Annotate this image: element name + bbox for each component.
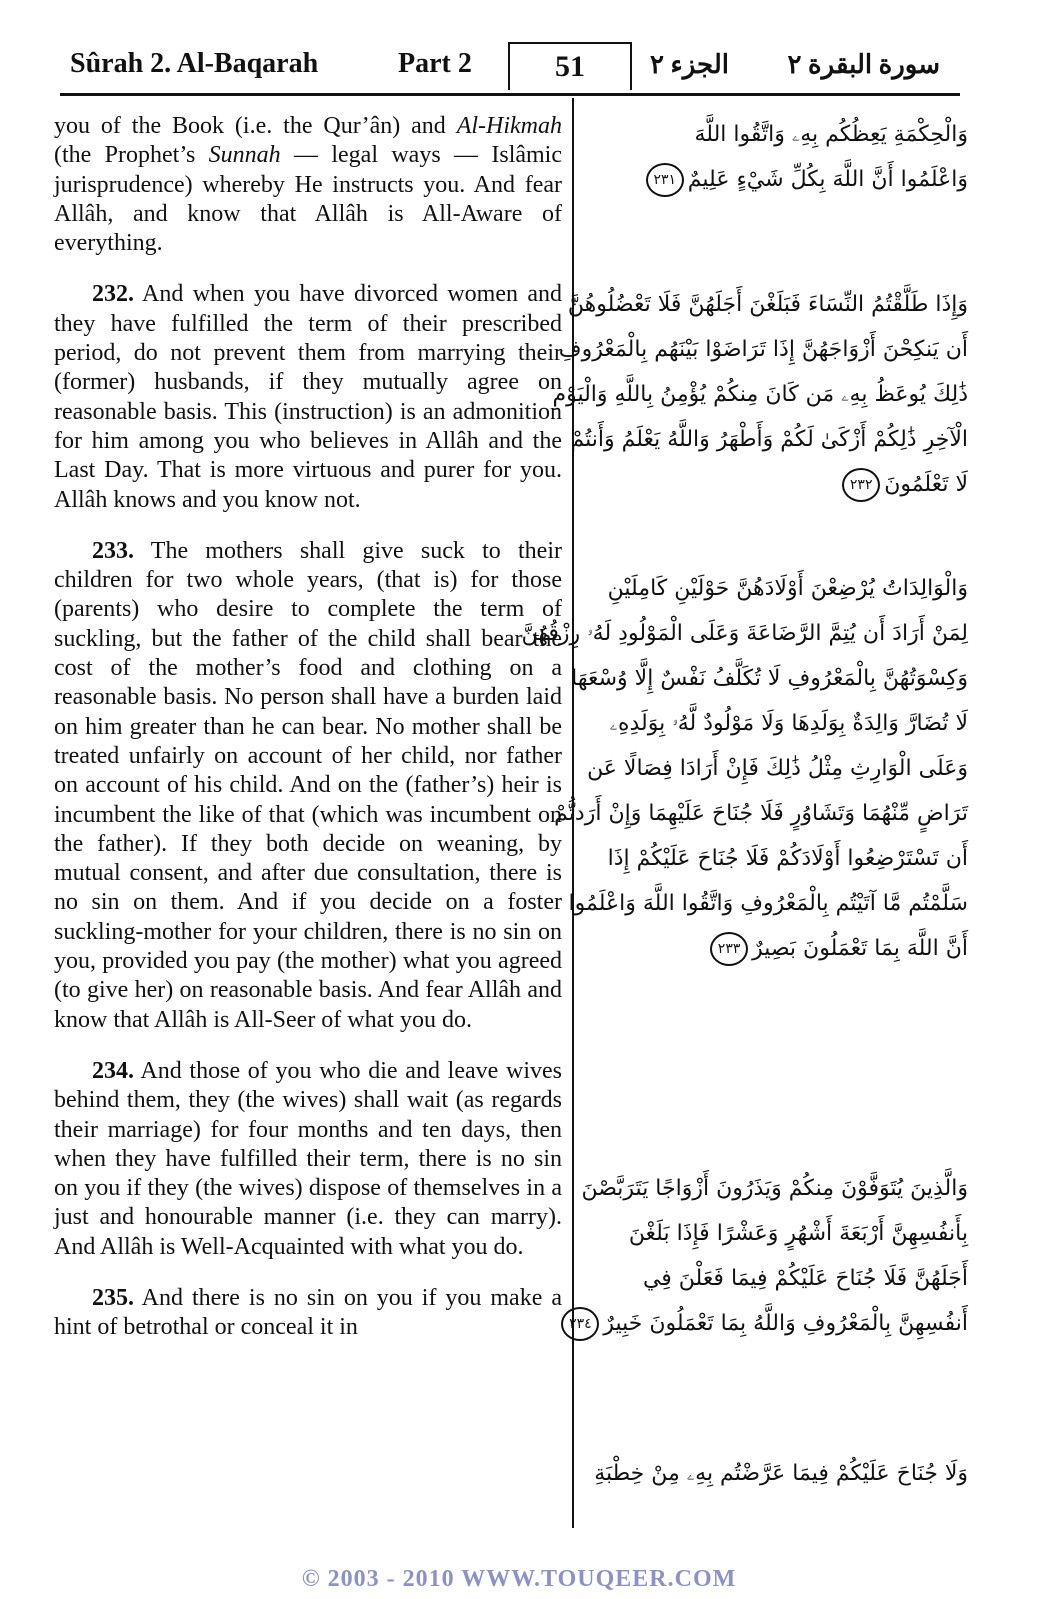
ayah-end-marker: ٢٣٤ xyxy=(561,1307,599,1341)
arabic-verse-234 xyxy=(569,1166,968,1451)
arabic-verse-232 xyxy=(552,262,968,566)
arabic-line: أَجَلَهُنَّ فَلَا جُنَاحَ عَلَيْكُمْ فِيمَا فَعَلْنَ فِي xyxy=(642,1266,968,1291)
paragraph-verse-235 xyxy=(54,1284,562,1343)
surah-title-arabic: سورة البقرة ٢ xyxy=(787,50,940,79)
arabic-line: الْآخِرِ ذَٰلِكُمْ أَزْكَىٰ لَكُمْ وَأَطْهَرُ وَاللَّهُ يَعْلَمُ وَأَنتُمْ xyxy=(570,427,968,452)
arabic-verse-233 xyxy=(521,566,968,1166)
verse-text: And when you have divorced women and they have fulfilled the term of their prescribed period, do not prevent them from marrying their (former) husbands, if they mutually agree on reasonable basis. This (instruction) is an admonition for him among you who believes in Allâh and the Last Day. That is more virtuous and purer for you. Allâh knows and you know not. xyxy=(54,281,562,513)
arabic-verse-231 xyxy=(588,112,968,262)
arabic-line: لَا تُضَارَّ وَالِدَةٌ بِوَلَدِهَا وَلَا مَوْلُودٌ لَّهُۥ بِوَلَدِهِۦ xyxy=(609,711,968,736)
arabic-line: وَالْحِكْمَةِ يَعِظُكُم بِهِۦ وَاتَّقُوا اللَّهَ xyxy=(694,122,968,147)
text-run-italic: Al-Hikmah xyxy=(456,113,562,139)
verse-number: 232. xyxy=(92,281,134,308)
part-label: Part 2 xyxy=(398,48,472,79)
arabic-text-column xyxy=(521,112,968,1496)
arabic-line xyxy=(569,1301,968,1346)
text-run: (the Prophet’s xyxy=(54,142,209,169)
arabic-line: سَلَّمْتُم مَّا آتَيْتُم بِالْمَعْرُوفِ وَاتَّقُوا اللَّهَ وَاعْلَمُوا xyxy=(568,891,968,916)
arabic-line: ذَٰلِكَ يُوعَظُ بِهِۦ مَن كَانَ مِنكُمْ يُؤْمِنُ بِاللَّهِ وَالْيَوْمِ xyxy=(552,382,968,407)
arabic-line: تَرَاضٍ مِّنْهُمَا وَتَشَاوُرٍ فَلَا جُنَاحَ عَلَيْهِمَا وَإِنْ أَرَدتُّمْ xyxy=(554,801,968,826)
page-header xyxy=(60,42,960,94)
paragraph-gap xyxy=(54,1035,562,1057)
verse-text: The mothers shall give suck to their children for two whole years, (that is) for those (parents) who desire to complete the term of suckling, but the father of the child shall bear the cost of the mother’s food and clothing on a reasonable basis. No person shall have a burden laid on him greater than he can bear. No mother shall be treated unfairly on account of her child, nor father on account of his child. And on the (father’s) heir is incumbent the like of that (which was incumbent on the father). If they both decide on weaning, by mutual consent, and after due consultation, there is no sin on them. And if you decide on a foster suckling-mother for your children, there is no sin on you, provided you pay (the mother) what you agreed (to give her) on reasonable basis. And fear Allâh and know that Allâh is All-Seer of what you do. xyxy=(54,537,562,1033)
paragraph-verse-232 xyxy=(54,280,562,514)
text-run: — legal ways — Islâmic jurisprudence) whereby He instructs you. And fear Allâh, and know that Allâh is All-Aware of everything. xyxy=(54,142,562,257)
text-run-italic: Sunnah xyxy=(208,142,281,169)
copyright-footer: © 2003 - 2010 WWW.TOUQEER.COM xyxy=(301,1566,737,1592)
verse-number: 235. xyxy=(92,1284,134,1311)
arabic-line xyxy=(588,157,968,202)
ayah-end-marker: ٢٣٣ xyxy=(710,932,748,966)
english-translation-column xyxy=(54,112,562,1343)
arabic-line: وَكِسْوَتُهُنَّ بِالْمَعْرُوفِ لَا تُكَلَّفُ نَفْسٌ إِلَّا وُسْعَهَا xyxy=(571,666,968,691)
verse-number: 234. xyxy=(92,1057,134,1084)
arabic-line: وَلَا جُنَاحَ عَلَيْكُمْ فِيمَا عَرَّضْتُم بِهِۦ مِنْ خِطْبَةِ xyxy=(594,1461,968,1486)
paragraph-gap xyxy=(54,258,562,280)
text-run: you of the Book (i.e. the Qur’ân) and xyxy=(54,113,457,139)
paragraph-gap xyxy=(54,515,562,537)
arabic-line: بِأَنفُسِهِنَّ أَرْبَعَةَ أَشْهُرٍ وَعَشْرًا فَإِذَا بَلَغْنَ xyxy=(628,1221,968,1246)
arabic-line: وَالَّذِينَ يُتَوَفَّوْنَ مِنكُمْ وَيَذَرُونَ أَزْوَاجًا يَتَرَبَّصْنَ xyxy=(581,1176,968,1201)
arabic-line: أَن يَنكِحْنَ أَزْوَاجَهُنَّ إِذَا تَرَاضَوْا بَيْنَهُم بِالْمَعْرُوفِ xyxy=(558,337,968,362)
arabic-line-text: أَنَّ اللَّهَ بِمَا تَعْمَلُونَ بَصِيرٌ xyxy=(752,936,968,961)
header-rule xyxy=(60,93,960,96)
arabic-line-text: أَنفُسِهِنَّ بِالْمَعْرُوفِ وَاللَّهُ بِمَا تَعْمَلُونَ خَبِيرٌ xyxy=(603,1311,968,1336)
page-number: 51 xyxy=(508,42,632,90)
verse-number: 233. xyxy=(92,537,134,564)
arabic-line-text: لَا تَعْلَمُونَ xyxy=(884,472,968,497)
ayah-end-marker: ٢٣٢ xyxy=(842,468,880,502)
arabic-line-text: وَاعْلَمُوا أَنَّ اللَّهَ بِكُلِّ شَيْءٍ عَلِيمٌ xyxy=(687,167,968,192)
paragraph-gap xyxy=(54,1262,562,1284)
paragraph-continuation xyxy=(54,112,562,258)
arabic-line xyxy=(588,926,968,971)
verse-text: And there is no sin on you if you make a hint of betrothal or conceal it in xyxy=(54,1284,562,1341)
paragraph-verse-233 xyxy=(54,537,562,1035)
juz-label-arabic: الجزء ٢ xyxy=(650,50,729,79)
arabic-line: وَالْوَالِدَاتُ يُرْضِعْنَ أَوْلَادَهُنَّ حَوْلَيْنِ كَامِلَيْنِ xyxy=(607,576,968,601)
arabic-line: أَن تَسْتَرْضِعُوا أَوْلَادَكُمْ فَلَا جُنَاحَ عَلَيْكُمْ إِذَا xyxy=(607,846,968,871)
verse-text: And those of you who die and leave wives behind them, they (the wives) shall wait (as regards their marriage) for four months and ten days, then when they have fulfilled their term, there is no sin on you if they (the wives) dispose of themselves in a just and honourable manner (i.e. they can marry). And Allâh is Well-Acquainted with what you do. xyxy=(54,1057,562,1260)
arabic-line xyxy=(588,462,968,507)
ayah-end-marker: ٢٣١ xyxy=(646,163,684,197)
arabic-verse-235 xyxy=(588,1451,968,1496)
paragraph-verse-234 xyxy=(54,1057,562,1262)
arabic-line: لِمَنْ أَرَادَ أَن يُتِمَّ الرَّضَاعَةَ وَعَلَى الْمَوْلُودِ لَهُۥ رِزْقُهُنَّ xyxy=(521,621,968,646)
arabic-line: وَعَلَى الْوَارِثِ مِثْلُ ذَٰلِكَ فَإِنْ أَرَادَا فِصَالًا عَن xyxy=(587,756,968,781)
arabic-line: وَإِذَا طَلَّقْتُمُ النِّسَاءَ فَبَلَغْنَ أَجَلَهُنَّ فَلَا تَعْضُلُوهُنَّ xyxy=(567,292,968,317)
surah-title-english: Sûrah 2. Al-Baqarah xyxy=(70,48,319,79)
